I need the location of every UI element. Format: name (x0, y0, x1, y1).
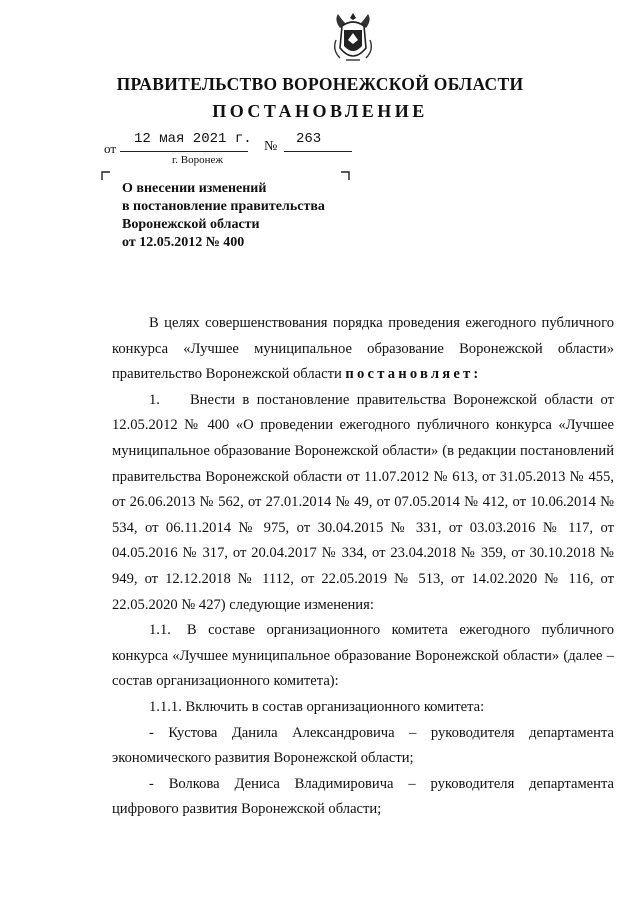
item-1-1-text: В составе организационного комитета ежегодного публичного конкурса «Лучшее муниципальное образование Воронежской области» (далее – состав организационного комитета): (112, 622, 614, 690)
city: г. Воронеж (172, 154, 223, 166)
paragraph-item-1-1-1: 1.1.1. Включить в состав организационного комитета: (149, 698, 485, 715)
paragraph-preamble (112, 311, 614, 388)
number-prefix: № (264, 139, 278, 154)
paragraph-member-1: - Кустова Данила Александровича – руководителя департамента экономического развития Воронежской области; (112, 724, 614, 767)
corner-mark-left (101, 171, 110, 180)
item-1-text: Внести в постановление правительства Воронежской области от 12.05.2012 № 400 «О проведении ежегодного публичного конкурса «Лучшее муниципальное образование Воронежской области» (в редакции постановлений правительства Воронежской области от 11.07.2012 № 613, от 31.05.2013 № 455, от 26.06.2013 № 562, от 27.01.2014 № 49, от 07.05.2014 № 412, от 10.06.2014 № 534, от 06.11.2014 № 975, от 30.04.2015 № 331, от 03.03.2016 № 117, от 04.05.2016 № 317, от 20.04.2017 № 334, от 23.04.2018 № 359, от 30.10.2018 № 949, от 12.12.2018 № 1112, от 22.05.2019 № 513, от 14.02.2020 № 116, от 22.05.2020 № 427) следующие изменения: (112, 391, 614, 613)
subject-line-1: О внесении изменений (122, 181, 267, 196)
number-underline (284, 151, 352, 152)
item-1-1-number: 1.1. (149, 622, 171, 639)
organization-name: ПРАВИТЕЛЬСТВО ВОРОНЕЖСКОЙ ОБЛАСТИ (116, 74, 524, 94)
paragraph-item-1 (112, 388, 614, 618)
document-body (112, 311, 614, 823)
paragraph-item-1-1 (112, 618, 614, 695)
resolution-verb: постановляет: (345, 366, 482, 383)
corner-mark-right (341, 171, 350, 180)
coat-of-arms-emblem (330, 10, 376, 66)
date-prefix: от (104, 141, 117, 156)
preamble-text: В целях совершенствования порядка проведения ежегодного публичного конкурса «Лучшее муниципальное образование Воронежской области» правительство Воронежской области (112, 315, 614, 383)
document-date: 12 мая 2021 г. (134, 131, 252, 147)
subject-line-3: Воронежской области (122, 217, 260, 232)
subject-line-4: от 12.05.2012 № 400 (122, 235, 245, 250)
item-1-number: 1. (149, 391, 160, 408)
paragraph-member-2: - Волкова Дениса Владимировича – руководителя департамента цифрового развития Воронежской области; (112, 775, 614, 818)
date-underline (120, 151, 248, 152)
subject-line-2: в постановление правительства (122, 199, 325, 214)
document-number: 263 (296, 131, 322, 147)
document-subject (122, 180, 325, 252)
document-type: ПОСТАНОВЛЕНИЕ (212, 101, 428, 121)
